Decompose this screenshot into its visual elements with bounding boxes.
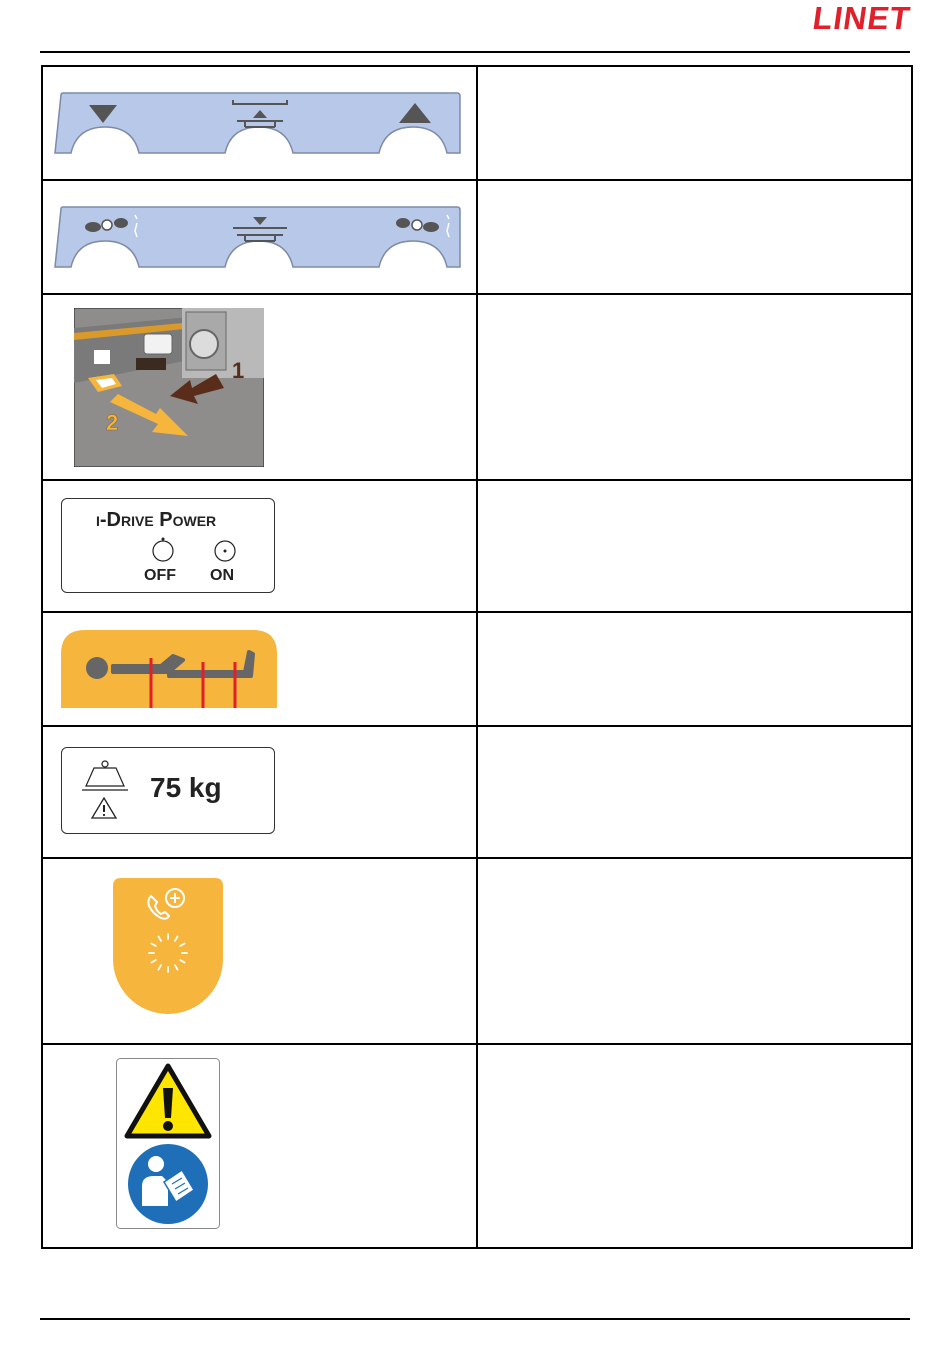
image-cell bbox=[42, 726, 477, 858]
on-label: ON bbox=[210, 567, 234, 584]
table-row bbox=[42, 294, 912, 480]
description-cell bbox=[477, 180, 912, 294]
description-cell bbox=[477, 1044, 912, 1248]
image-cell bbox=[42, 66, 477, 180]
image-cell bbox=[42, 480, 477, 612]
idrive-title: I-DRIVE POWER bbox=[96, 509, 217, 531]
table-row bbox=[42, 66, 912, 180]
weight-icon bbox=[82, 760, 128, 792]
warning-small-icon bbox=[90, 796, 118, 820]
labels-table bbox=[41, 65, 913, 1249]
linet-logo: LINET bbox=[810, 0, 913, 36]
image-cell bbox=[42, 612, 477, 726]
image-cell bbox=[42, 180, 477, 294]
image-cell bbox=[42, 858, 477, 1044]
off-button-icon[interactable] bbox=[150, 537, 176, 563]
description-cell bbox=[477, 612, 912, 726]
table-row bbox=[42, 612, 912, 726]
image-cell bbox=[42, 1044, 477, 1248]
on-button-icon[interactable] bbox=[212, 537, 238, 563]
idrive-power-label bbox=[61, 498, 275, 593]
image-cell bbox=[42, 294, 477, 480]
description-cell bbox=[477, 66, 912, 180]
table-row bbox=[42, 480, 912, 612]
patient-head-icon bbox=[86, 657, 108, 679]
description-cell bbox=[477, 294, 912, 480]
table-row bbox=[42, 858, 912, 1044]
patient-position-label bbox=[61, 630, 277, 708]
description-cell bbox=[477, 858, 912, 1044]
tilt-control-panel bbox=[43, 181, 476, 293]
header-rule bbox=[40, 51, 910, 53]
description-cell bbox=[477, 726, 912, 858]
table-row bbox=[42, 180, 912, 294]
footer-rule bbox=[40, 1318, 910, 1320]
nurse-call-label[interactable] bbox=[113, 878, 223, 1014]
description-cell bbox=[477, 480, 912, 612]
read-manual-icon bbox=[128, 1144, 208, 1224]
table-row bbox=[42, 726, 912, 858]
castor-brake-photo bbox=[74, 308, 264, 467]
off-label: OFF bbox=[144, 567, 176, 584]
table-row bbox=[42, 1044, 912, 1248]
weight-text: 75 kg bbox=[150, 772, 222, 803]
height-control-panel bbox=[43, 67, 476, 179]
max-load-label bbox=[61, 747, 275, 834]
step-1-label: 1 bbox=[232, 358, 245, 383]
step-2-label: 2 bbox=[106, 410, 119, 435]
warning-manual-label bbox=[116, 1058, 220, 1229]
